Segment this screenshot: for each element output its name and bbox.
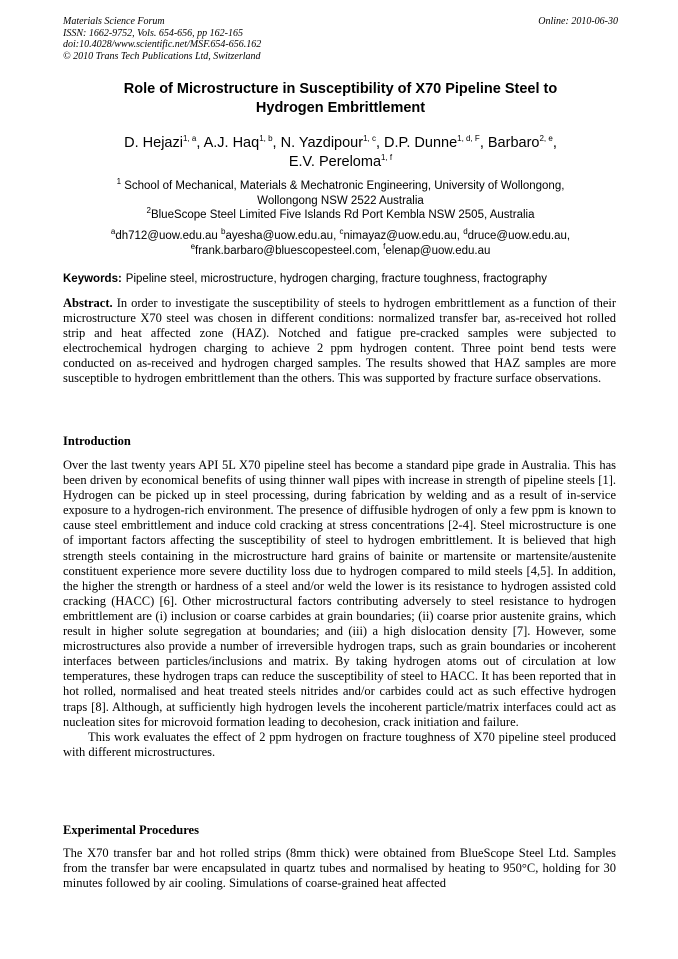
email-link[interactable]: ayesha@uow.edu.au, (225, 230, 340, 242)
email-link[interactable]: frank.barbaro@bluescopesteel.com, (195, 244, 384, 257)
abstract-label: Abstract. (63, 296, 113, 310)
experimental-body (63, 846, 616, 891)
affiliation-mark: 2 (146, 206, 151, 216)
author-separator: , (196, 135, 204, 151)
online-date: Online: 2010-06-30 (538, 16, 618, 27)
abstract-text: In order to investigate the susceptibility of steels to hydrogen embrittlement as a function of their microstructure X70 steel was chosen in different conditions: normalized transfer bar, as-received hot rolled strip and heat affected zone (HAZ). Notched and fatigue pre-cracked samples were subjected to electrochemical hydrogen charging to achieve 2 ppm hydrogen content. Three point bend tests were conducted on as-received and hydrogen charged samples. The results showed that HAZ samples are more susceptible to hydrogen embrittlement than the others. This was supported by fracture surface observations. (63, 296, 617, 386)
author-name: A.J. Haq (203, 135, 260, 151)
author-emails (63, 229, 618, 258)
journal-doi: doi:10.4028/www.scientific.net/MSF.654-656.162 (63, 39, 262, 50)
email-mark: b (221, 227, 226, 237)
abstract (63, 296, 616, 387)
author-affiliation-mark: 2, e (539, 134, 553, 144)
affiliation-1-line-2: Wollongong NSW 2522 Australia (257, 194, 424, 207)
keywords-label: Keywords: (63, 273, 122, 285)
author-separator: , (479, 135, 488, 151)
affiliation-mark: 1 (116, 177, 122, 187)
journal-header (63, 16, 618, 62)
author-name: D. Hejazi (124, 135, 183, 151)
author-affiliation-mark: 1, f (381, 153, 393, 163)
author-line-1 (63, 134, 618, 153)
affiliation-2-line-1: BlueScope Steel Limited Five Islands Rd Port Kembla NSW 2505, Australia (150, 209, 535, 221)
author-name: E.V. Pereloma (288, 154, 382, 170)
email-line-1 (63, 229, 618, 244)
introduction-paragraph-1: Over the last twenty years API 5L X70 pipeline steel has become a standard pipe grade in Australia. This has been driven by economical benefits of using thinner wall pipes with increase in strength of pipeline steels [1]. Hydrogen can be picked up in steel processing, during fabrication by welding and as a result of in-service exposure to a hydrogen-rich environment. The presence of diffusible hydrogen of only a few ppm is known to cause steel embrittlement and induce cold cracking at stress concentrations [2-4]. Steel microstructure is one of important factors affecting the susceptibility of steel to hydrogen embrittlement. It is believed that high strength steels containing in the microstructure hard grains of bainite or martensite or martensite/austenite constituent experience more severe ductility loss due to hydrogen compared to mild steels [4,5]. In addition, the higher the strength or hardness of a steel and/or weld the lower is its resistance to hydrogen assisted cold cracking (HACC) [6]. Other microstructural factors contributing adversely to steel resistance to hydrogen embrittlement are (i) inclusion or coarse carbides at grain boundaries; (ii) coarse prior austenite grains, which result in higher solute segregation at boundaries; and (iii) a high dislocation density [7]. However, some microstructures also provide a number of irreversible hydrogen traps, such as grain boundaries or incoherent interfaces between particles/inclusions and matrix. By taking hydrogen atoms out of circulation at low temperatures, these hydrogen traps can reduce the susceptibility of steel to HACC. It has been reported that in hot rolled, normalised and heat treated steels nitrides and/or carbides could act as such effective hydrogen traps [8]. Although, at sufficiently high hydrogen levels the incoherent particle/matrix interfaces could act as nucleation sites for microvoid formation leading to decohesion, crack initiation and failure. (63, 458, 616, 729)
author-affiliation-mark: 1, a (182, 134, 197, 144)
author-name: Barbaro (487, 135, 540, 151)
author-name: N. Yazdipour (280, 135, 364, 151)
affiliations (63, 179, 618, 223)
journal-name: Materials Science Forum (63, 16, 165, 27)
email-line-2 (63, 241, 618, 259)
author-line-2 (63, 153, 618, 172)
title-line-2: Hydrogen Embrittlement (255, 100, 426, 116)
experimental-heading: Experimental Procedures (63, 823, 199, 837)
introduction-heading: Introduction (63, 434, 131, 448)
title-line-1: Role of Microstructure in Susceptibility of X70 Pipeline Steel to (123, 81, 558, 97)
keywords-text: Pipeline steel, microstructure, hydrogen charging, fracture toughness, fractography (125, 273, 548, 285)
author-separator: , (375, 135, 385, 151)
author-separator: , (272, 135, 281, 151)
email-link[interactable]: elenap@uow.edu.au (385, 244, 491, 257)
paper-title (63, 80, 618, 118)
experimental-paragraph-1: The X70 transfer bar and hot rolled strips (8mm thick) were obtained from BlueScope Steel Ltd. Samples from the transfer bar were encapsulated in quartz tubes and normalised by heating to 950°C, holding for 30 minutes followed by air cooling. Simulations of coarse-grained heat affected (63, 846, 616, 891)
author-affiliation-mark: 1, c (363, 134, 376, 144)
introduction-body (63, 458, 616, 760)
email-mark: c (339, 227, 344, 237)
affiliation-1 (63, 179, 618, 194)
journal-issn: ISSN: 1662-9752, Vols. 654-656, pp 162-165 (63, 27, 243, 39)
affiliation-1-line-1: School of Mechanical, Materials & Mechatronic Engineering, University of Wollongong, (124, 180, 565, 192)
author-affiliation-mark: 1, d, F (457, 134, 480, 144)
keywords (63, 272, 618, 286)
affiliation-2 (63, 208, 618, 223)
email-link[interactable]: dh712@uow.edu.au (115, 230, 222, 242)
author-name: D.P. Dunne (384, 135, 458, 151)
author-separator: , (552, 135, 557, 151)
email-link[interactable]: nimayaz@uow.edu.au, (343, 230, 464, 242)
introduction-paragraph-2: This work evaluates the effect of 2 ppm hydrogen on fracture toughness of X70 pipeline steel produced with different microstructures. (63, 729, 616, 759)
email-mark: d (463, 227, 468, 237)
email-mark: a (110, 227, 116, 237)
author-affiliation-mark: 1, b (259, 134, 273, 144)
author-list (63, 134, 618, 172)
email-mark: f (383, 241, 386, 251)
email-mark: e (190, 241, 196, 251)
journal-copyright: © 2010 Trans Tech Publications Ltd, Switzerland (63, 50, 261, 62)
email-link[interactable]: druce@uow.edu.au, (467, 230, 571, 242)
